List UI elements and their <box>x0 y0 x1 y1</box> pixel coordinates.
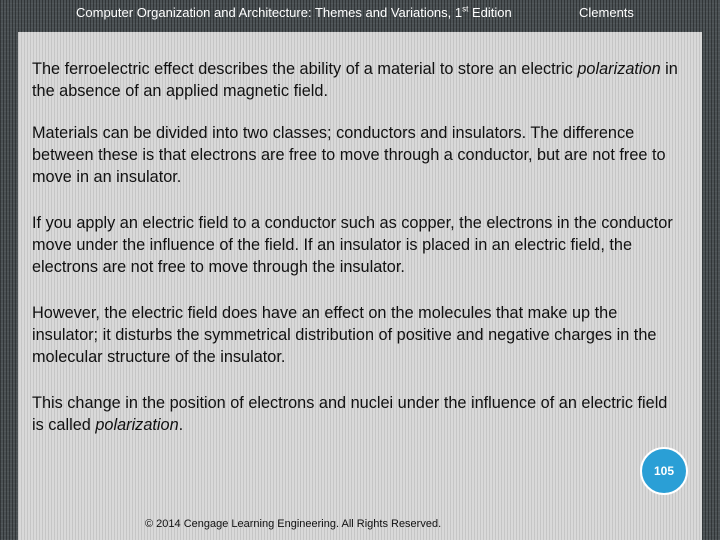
slide-header-title <box>76 5 512 20</box>
paragraph-polarization-definition <box>32 392 682 436</box>
paragraph-5-emphasis: polarization <box>95 416 179 434</box>
header-title-superscript: st <box>462 4 469 14</box>
paragraph-ferroelectric-definition <box>32 58 682 102</box>
slide-header-author: Clements <box>579 5 634 20</box>
paragraph-electric-field-conductor: If you apply an electric field to a conductor such as copper, the electrons in the conductor move under the influence of the field. If an insulator is placed in an electric field, the electrons are not free to move through the insulator. <box>32 214 673 276</box>
paragraph-5-tail: . <box>178 416 184 434</box>
header-title-edition: Edition <box>468 5 512 20</box>
paragraph-conductors-insulators: Materials can be divided into two classes; conductors and insulators. The difference between these is that electrons are free to move through a conductor, but are not free to move in an insulator. <box>32 124 666 186</box>
paragraph-1-tail: in the absence of an applied magnetic field. <box>32 60 678 100</box>
paragraph-electric-field-insulator: However, the electric field does have an effect on the molecules that make up the insulator; it disturbs the symmetrical distribution of positive and negative charges in the molecular structure of the insulator. <box>32 304 657 366</box>
copyright-footer: © 2014 Cengage Learning Engineering. All Rights Reserved. <box>145 518 442 530</box>
paragraph-5-text: This change in the position of electrons and nuclei under the influence of an electric field is called <box>32 394 668 434</box>
paragraph-1-emphasis: polarization <box>577 60 661 78</box>
page-number-badge: 105 <box>640 447 688 495</box>
paragraph-1-text: The ferroelectric effect describes the ability of a material to store an electric <box>32 60 578 78</box>
slide-body <box>32 58 682 460</box>
header-title-text: Computer Organization and Architecture: Themes and Variations, 1 <box>76 5 463 20</box>
